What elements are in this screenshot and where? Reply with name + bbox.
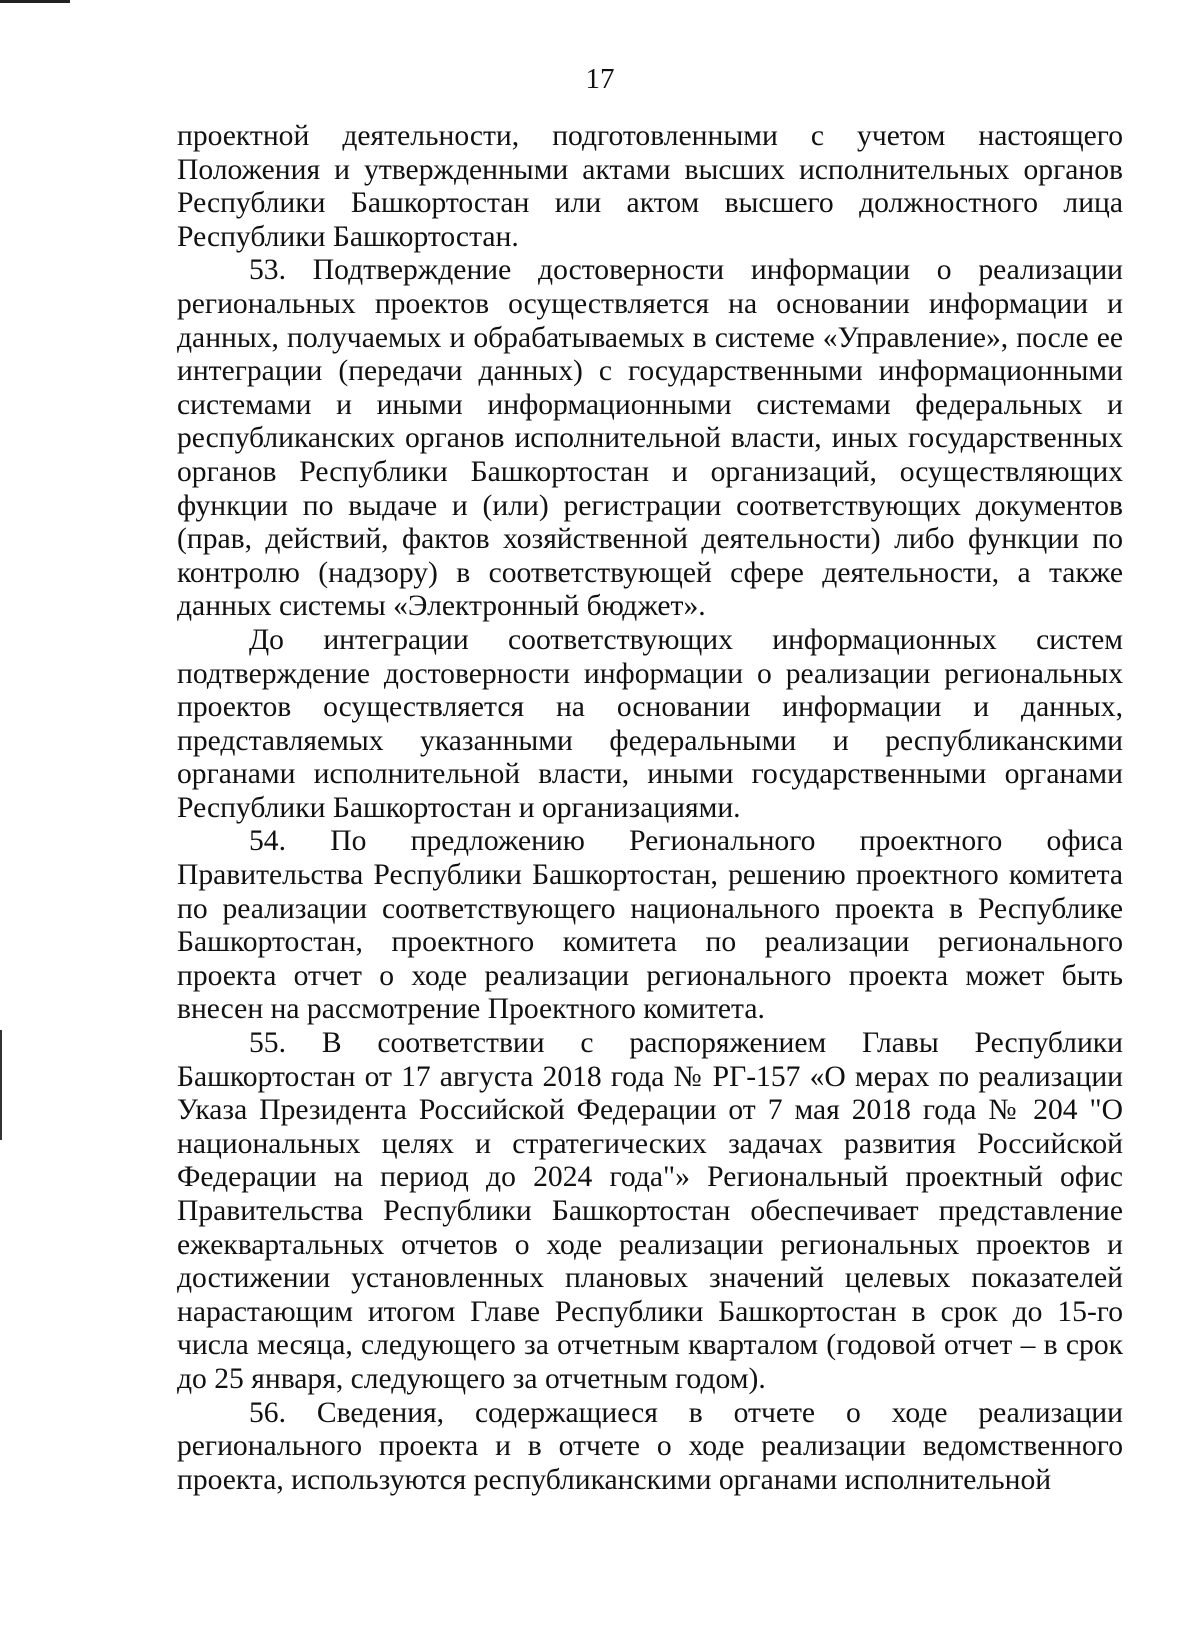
- paragraph-54: 54. По предложению Регионального проектного офиса Правительства Республики Башкортостан, решению проектного комитета по реализации соответствующего национального проекта в Республике Башкортостан, проектного комитета по реализации регионального проекта отчет о ходе реализации регионального проекта может быть внесен на рассмотрение Проектного комитета.: [177, 825, 1123, 1026]
- paragraph-53: 53. Подтверждение достоверности информации о реализации региональных проектов осуществляется на основании информации и данных, получаемых и обрабатываемых в системе «Управление», после ее интеграции (передачи данных) с государственными информационными системами и иными информационными системами федеральных и республиканских органов исполнительной власти, иных государственных органов Республики Башкортостан и организаций, осуществляющих функции по выдаче и (или) регистрации соответствующих документов (прав, действий, фактов хозяйственной деятельности) либо функции по контролю (надзору) в соответствующей сфере деятельности, а также данных системы «Электронный бюджет».: [177, 254, 1123, 623]
- paragraph-56: 56. Сведения, содержащиеся в отчете о ходе реализации регионального проекта и в отчете о ходе реализации ведомственного проекта, используются республиканскими органами исполнительной: [177, 1396, 1123, 1496]
- paragraph-integration: До интеграции соответствующих информационных систем подтверждение достоверности информации о реализации региональных проектов осуществляется на основании информации и данных, представляемых указанными федеральными и республиканскими органами исполнительной власти, иными государственными органами Республики Башкортостан и организациями.: [177, 623, 1123, 824]
- scan-edge-mark-left: [0, 1030, 2, 1140]
- paragraph-55: 55. В соответствии с распоряжением Главы Республики Башкортостан от 17 августа 2018 года № РГ-157 «О мерах по реализации Указа Президента Российской Федерации от 7 мая 2018 года № 204 "О национальных целях и стратегических задачах развития Российской Федерации на период до 2024 года"» Региональный проектный офис Правительства Республики Башкортостан обеспечивает представление ежеквартальных отчетов о ходе реализации региональных проектов и достижении установленных плановых значений целевых показателей нарастающим итогом Главе Республики Башкортостан в срок до 15-го числа месяца, следующего за отчетным кварталом (годовой отчет – в срок до 25 января, следующего за отчетным годом).: [177, 1027, 1123, 1395]
- paragraph-continuation: проектной деятельности, подготовленными с учетом настоящего Положения и утвержденными актами высших исполнительных органов Республики Башкортостан или актом высшего должностного лица Республики Башкортостан.: [177, 120, 1123, 253]
- page-number: 17: [585, 63, 615, 95]
- scan-edge-mark: [0, 0, 70, 3]
- document-body: [177, 120, 1123, 1497]
